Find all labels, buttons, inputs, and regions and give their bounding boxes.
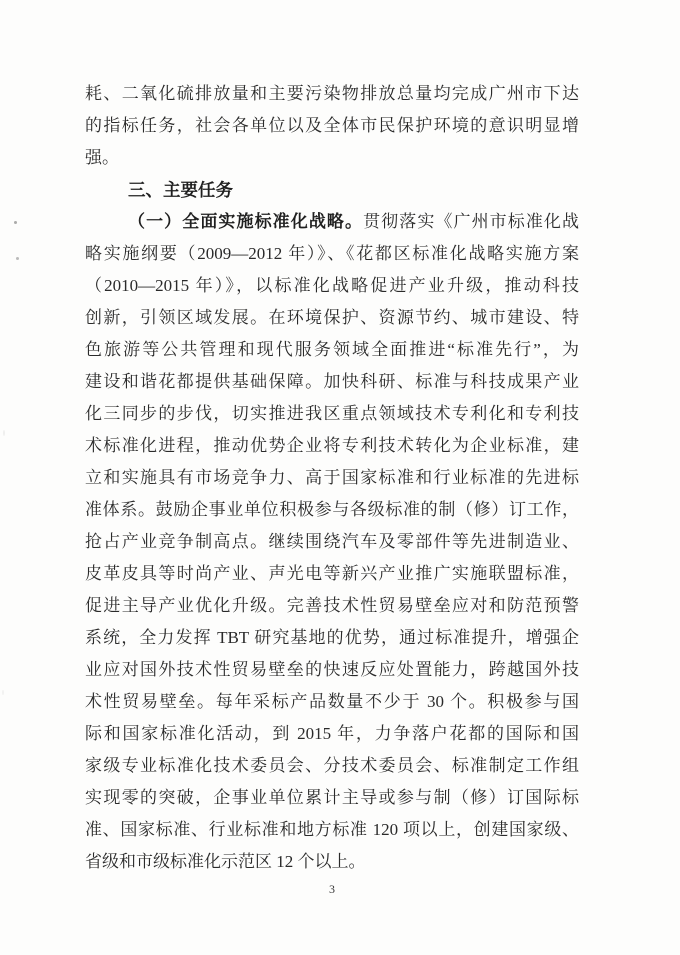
scan-speckle	[2, 690, 4, 695]
text-line: 术标准化进程，推动优势企业将专利技术转化为企业标准，建	[85, 436, 579, 455]
text-line: 建设和谐花都提供基础保障。加快科研、标准与科技成果产业	[85, 372, 579, 391]
paragraph-lead-bold: （一）全面实施标准化战略。	[128, 212, 364, 231]
text-line: 际和国家标准化活动，到 2015 年，力争落户花都的国际和国	[85, 724, 579, 743]
paragraph-lead-rest: 贯彻落实《广州市标准化战	[363, 212, 579, 231]
text-line: 促进主导产业优化升级。完善技术性贸易壁垒应对和防范预警	[85, 596, 579, 615]
text-line: 创新，引领区域发展。在环境保护、资源节约、城市建设、特	[85, 308, 579, 327]
scan-speckle	[14, 221, 17, 224]
text-line: 略实施纲要（2009—2012 年）》、《花都区标准化战略实施方案	[85, 244, 579, 263]
text-line: 抢占产业竞争制高点。继续围绕汽车及零部件等先进制造业、	[85, 532, 579, 551]
text-line: 系统，全力发挥 TBT 研究基地的优势，通过标准提升，增强企	[85, 628, 579, 647]
text-line: 的指标任务，社会各单位以及全体市民保护环境的意识明显增	[85, 116, 579, 135]
text-line: 皮革皮具等时尚产业、声光电等新兴产业推广实施联盟标准，	[85, 564, 579, 583]
document-text-block	[85, 78, 579, 878]
text-line: 实现零的突破，企事业单位累计主导或参与制（修）订国际标	[85, 788, 579, 807]
text-line: 准、国家标准、行业标准和地方标准 120 项以上，创建国家级、	[85, 820, 579, 839]
scan-speckle	[3, 430, 5, 436]
scan-speckle	[16, 257, 19, 260]
page-number: 3	[329, 882, 335, 896]
text-line: 强。	[85, 148, 119, 167]
section-heading: 三、主要任务	[128, 180, 233, 200]
text-line: 立和实施具有市场竞争力、高于国家标准和行业标准的先进标	[85, 468, 579, 487]
text-line: 耗、二氧化硫排放量和主要污染物排放总量均完成广州市下达	[85, 84, 579, 103]
text-line: 色旅游等公共管理和现代服务领域全面推进“标准先行”，为	[85, 340, 579, 359]
text-line: 业应对国外技术性贸易壁垒的快速反应处置能力，跨越国外技	[85, 660, 579, 679]
text-line: 省级和市级标准化示范区 12 个以上。	[85, 852, 366, 871]
text-line: 准体系。鼓励企事业单位积极参与各级标准的制（修）订工作，	[85, 500, 579, 519]
text-line: 家级专业标准化技术委员会、分技术委员会、标准制定工作组	[85, 756, 579, 775]
text-line: 化三同步的步伐，切实推进我区重点领域技术专利化和专利技	[85, 404, 579, 423]
paragraph-first-line	[85, 206, 579, 238]
text-line: （2010—2015 年）》，以标准化战略促进产业升级，推动科技	[85, 276, 579, 295]
text-line: 术性贸易壁垒。每年采标产品数量不少于 30 个。积极参与国	[85, 692, 579, 711]
